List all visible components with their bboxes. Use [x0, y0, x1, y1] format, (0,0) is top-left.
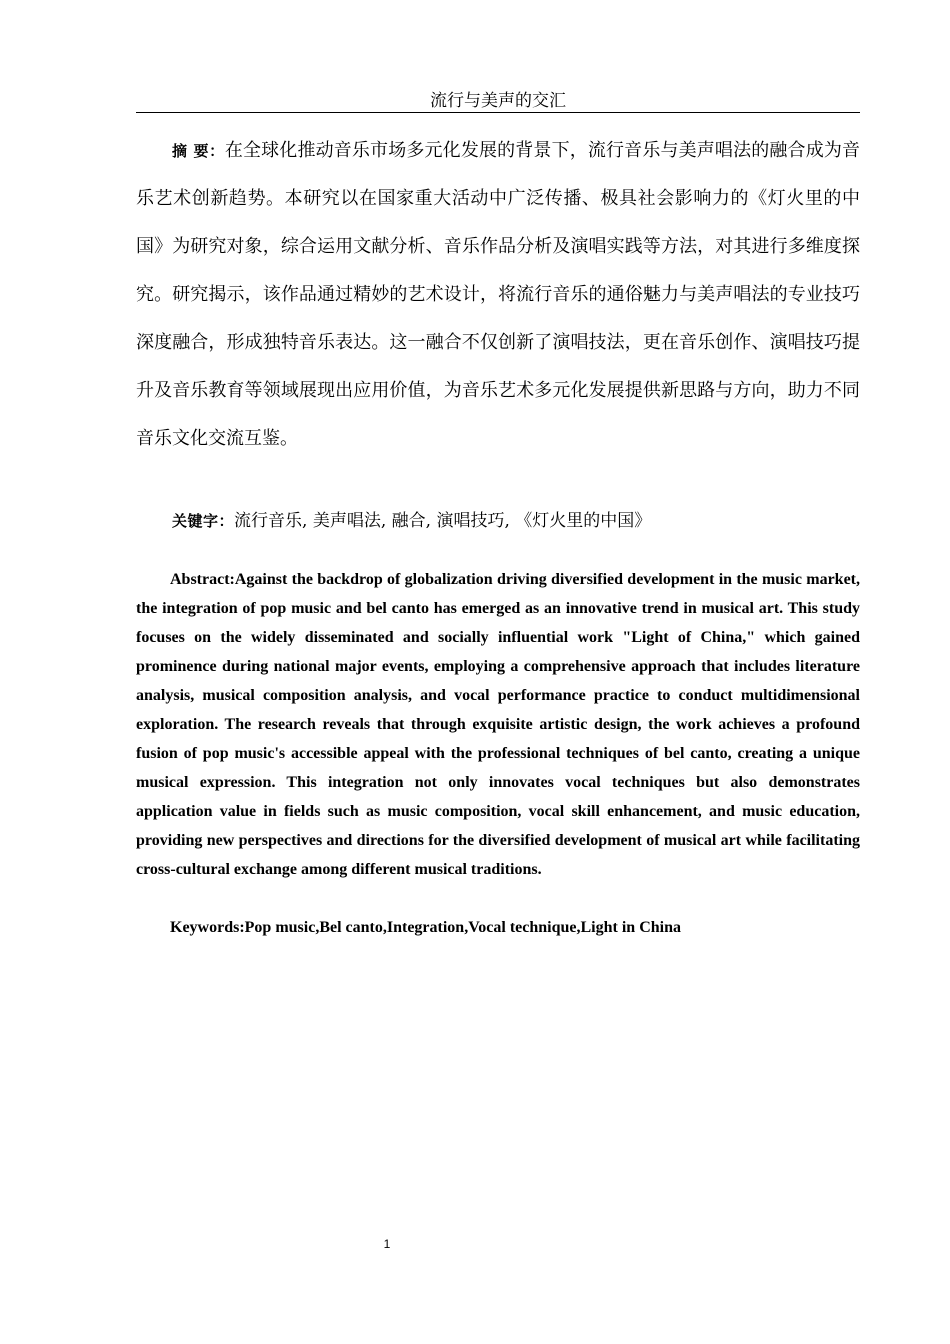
chinese-abstract-label: 摘 要：: [172, 142, 225, 160]
running-header: [136, 90, 860, 113]
page-number: 1: [383, 1237, 391, 1251]
chinese-abstract-text: 在全球化推动音乐市场多元化发展的背景下，流行音乐与美声唱法的融合成为音乐艺术创新趋势。本研究以在国家重大活动中广泛传播、极具社会影响力的《灯火里的中国》为研究对象，综合运用文献分析、音乐作品分析及演唱实践等方法，对其进行多维度探究。研究揭示，该作品通过精妙的艺术设计，将流行音乐的通俗魅力与美声唱法的专业技巧深度融合，形成独特音乐表达。这一融合不仅创新了演唱技法，更在音乐创作、演唱技巧提升及音乐教育等领域展现出应用价值，为音乐艺术多元化发展提供新思路与方向，助力不同音乐文化交流互鉴。: [136, 140, 860, 449]
chinese-keywords: [136, 505, 860, 537]
running-header-title: 流行与美声的交汇: [430, 91, 566, 111]
chinese-abstract: [136, 127, 860, 463]
english-abstract: Abstract:Against the backdrop of globalization driving diversified development in the music market, the integration of pop music and bel canto has emerged as an innovative trend in musical art. This study focuses on the widely disseminated and socially influential work "Light of China," which gained prominence during national major events, employing a comprehensive approach that includes literature analysis, musical composition analysis, and vocal performance practice to conduct multidimensional exploration. The research reveals that through exquisite artistic design, the work achieves a profound fusion of pop music's accessible appeal with the professional techniques of bel canto, creating a unique musical expression. This integration not only innovates vocal techniques but also demonstrates application value in fields such as music composition, vocal skill enhancement, and music education, providing new perspectives and directions for the diversified development of musical art while facilitating cross-cultural exchange among different musical traditions.: [136, 571, 860, 878]
english-keywords: Keywords:Pop music,Bel canto,Integration,Vocal technique,Light in China: [170, 919, 681, 936]
chinese-keywords-label: 关键字：: [172, 512, 235, 530]
chinese-keywords-text: 流行音乐, 美声唱法, 融合, 演唱技巧, 《灯火里的中国》: [234, 511, 652, 531]
